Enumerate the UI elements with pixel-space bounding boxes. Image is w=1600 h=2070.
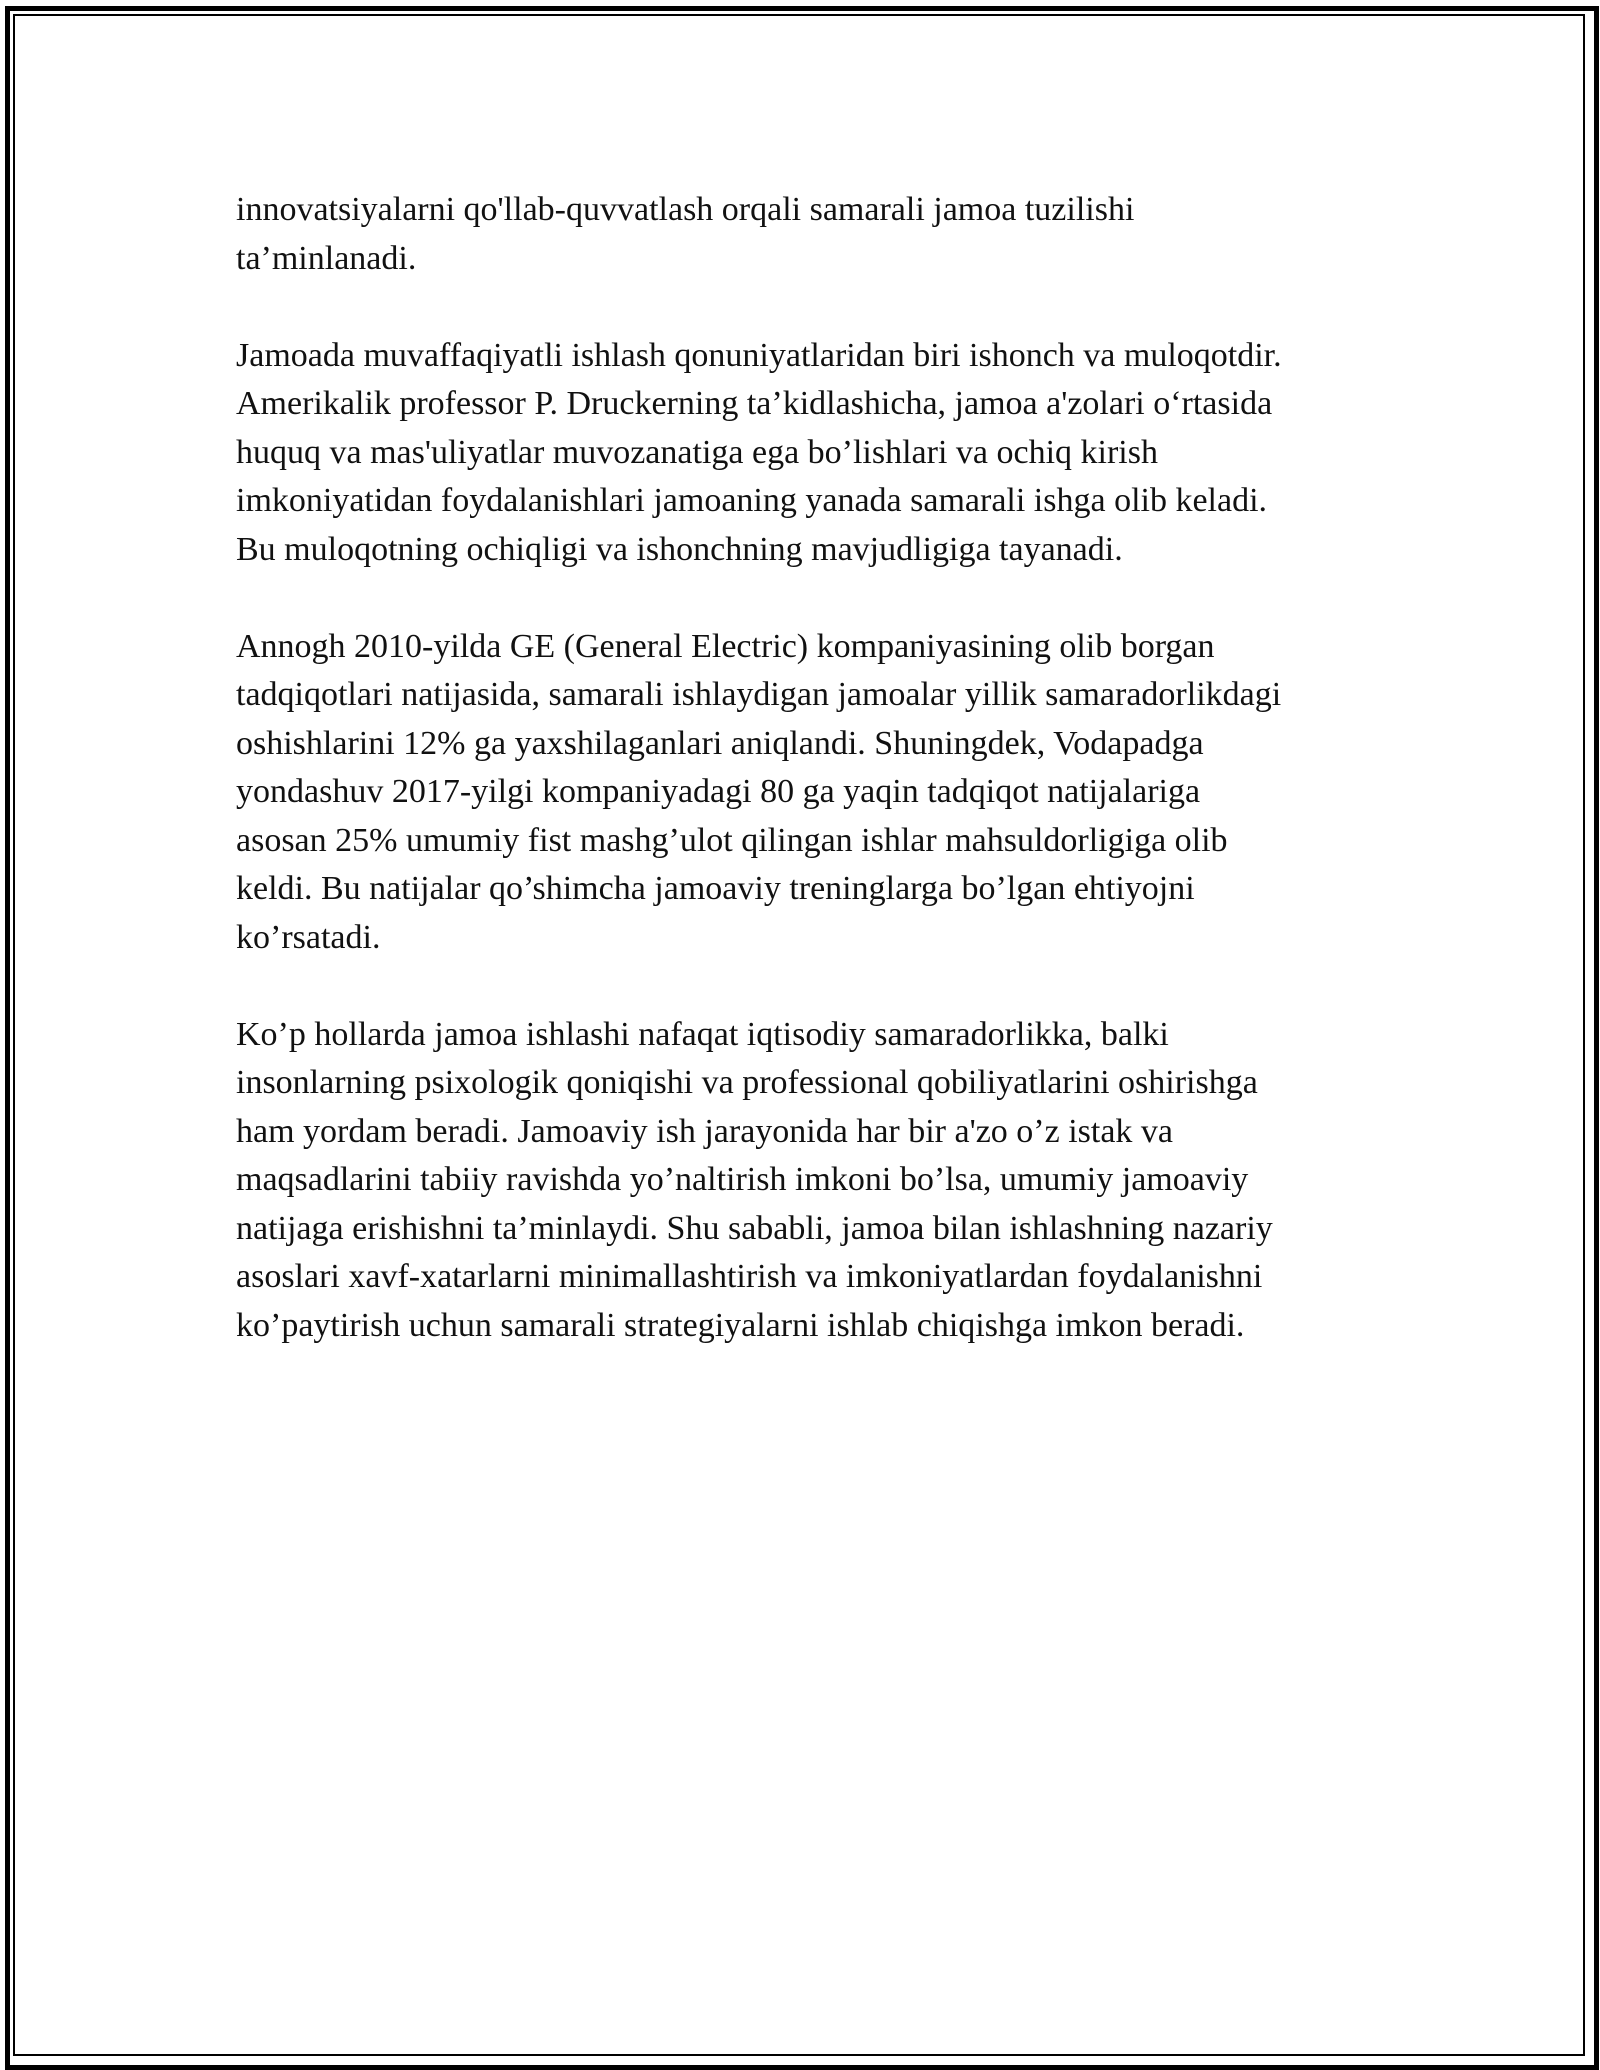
paragraph-4: Ko’p hollarda jamoa ishlashi nafaqat iqtisodiy samaradorlikka, balki insonlarning psixologik qoniqishi va professional qobiliyatlarini oshirishga ham yordam beradi. Jamoaviy ish jarayonida har bir a'zo o’z istak va maqsadlarini tabiiy ravishda yo’naltirish imkoni bo’lsa, umumiy jamoaviy natijaga erishishni ta’minlaydi. Shu sababli, jamoa bilan ishlashning nazariy asoslari xavf-xatarlarni minimallashtirish va imkoniyatlardan foydalanishni ko’paytirish uchun samarali strategiyalarni ishlab chiqishga imkon beradi.	[236, 1015, 1273, 1344]
document-body	[236, 186, 1396, 1399]
paragraph-3: Annogh 2010-yilda GE (General Electric) kompaniyasining olib borgan tadqiqotlari natijasida, samarali ishlaydigan jamoalar yillik samaradorlikdagi oshishlarini 12% ga yaxshilaganlari aniqlandi. Shuningdek, Vodapadga yondashuv 2017-yilgi kompaniyadagi 80 ga yaqin tadqiqot natijalariga asosan 25% umumiy fist mashg’ulot qilingan ishlar mahsuldorligiga olib keldi. Bu natijalar qo’shimcha jamoaviy treninglarga bo’lgan ehtiyojni ko’rsatadi.	[236, 627, 1282, 956]
paragraph-1: innovatsiyalarni qo'llab-quvvatlash orqali samarali jamoa tuzilishi ta’minlanadi.	[236, 191, 1135, 277]
paragraph-2: Jamoada muvaffaqiyatli ishlash qonuniyatlaridan biri ishonch va muloqotdir. Amerikalik professor P. Druckerning ta’kidlashicha, jamoa a'zolari o‘rtasida huquq va mas'uliyatlar muvozanatiga ega bo’lishlari va ochiq kirish imkoniyatidan foydalanishlari jamoaning yanada samarali ishga olib keladi. Bu muloqotning ochiqligi va ishonchning mavjudligiga tayanadi.	[236, 336, 1282, 568]
